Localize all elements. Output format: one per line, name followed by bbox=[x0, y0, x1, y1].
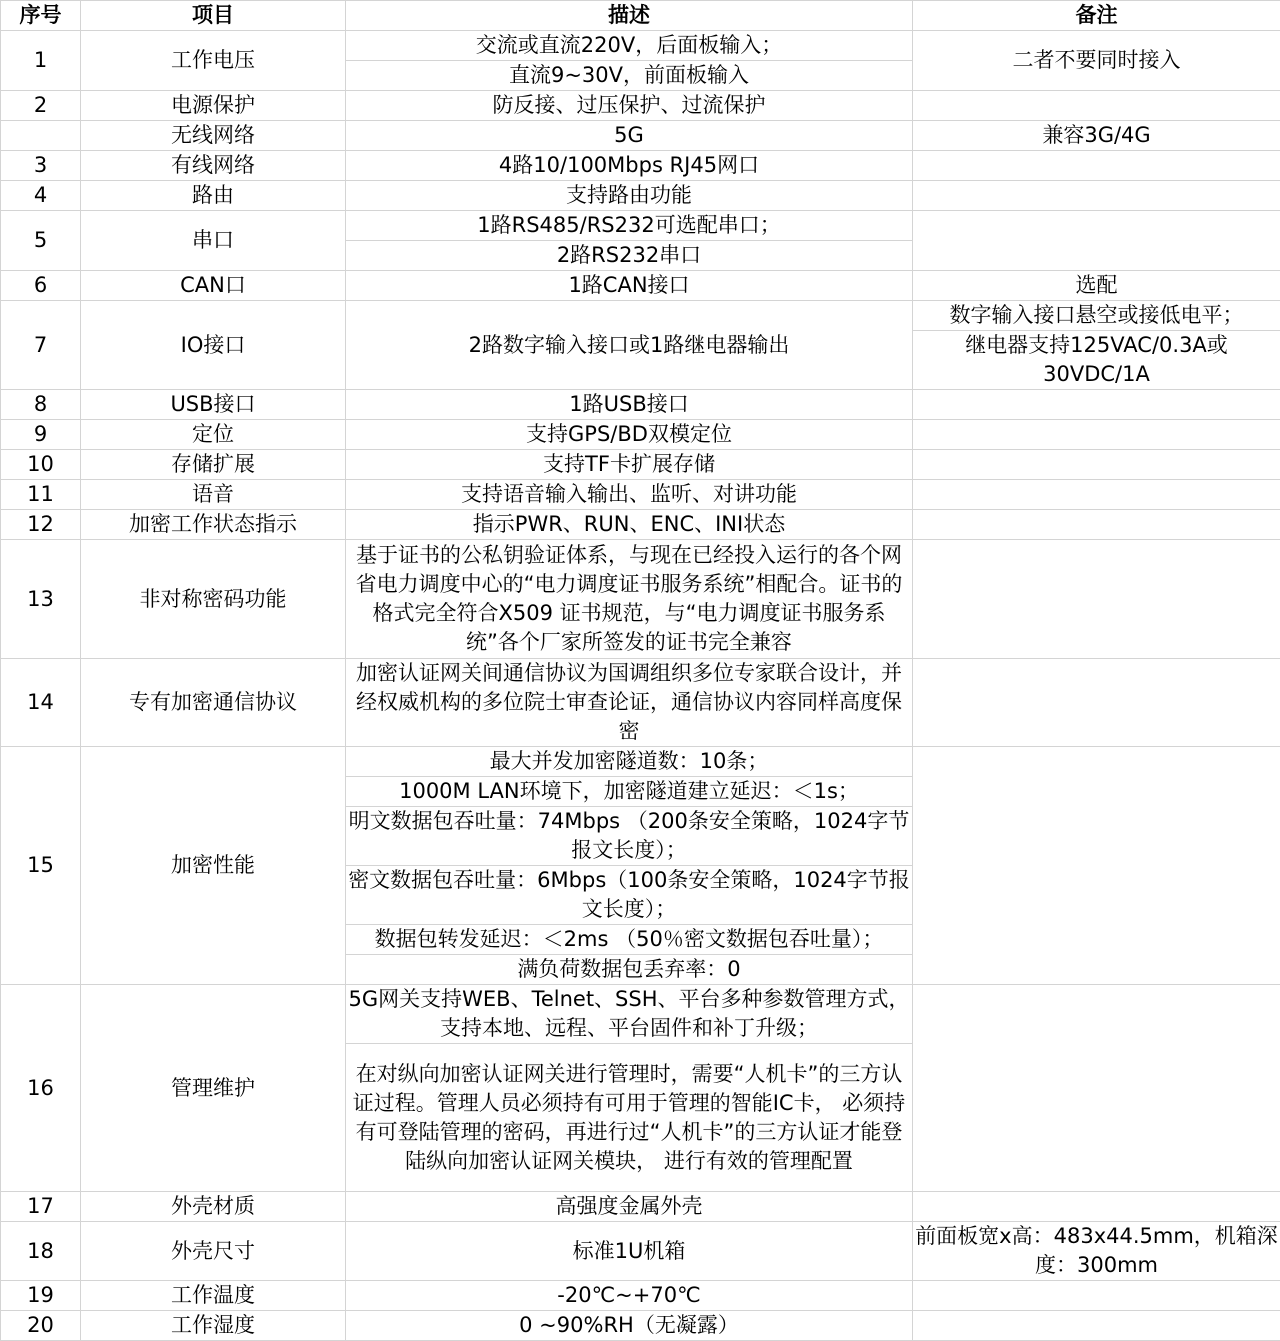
row-desc: 1路RS485/RS232可选配串口； bbox=[346, 211, 913, 241]
row-seq: 15 bbox=[1, 747, 81, 985]
row-note bbox=[913, 659, 1280, 747]
row-desc: 数据包转发延迟：＜2ms （50％密文数据包吞吐量）； bbox=[346, 925, 913, 955]
row-note bbox=[913, 450, 1280, 480]
row-seq: 10 bbox=[1, 450, 81, 480]
header-item: 项目 bbox=[81, 1, 346, 31]
row-item: 有线网络 bbox=[81, 151, 346, 181]
table-row bbox=[1, 31, 1280, 61]
header-row bbox=[1, 1, 1280, 31]
header-note: 备注 bbox=[913, 1, 1280, 31]
row-desc: -20℃~+70℃ bbox=[346, 1281, 913, 1311]
row-desc: 指示PWR、RUN、ENC、INI状态 bbox=[346, 510, 913, 540]
table-row bbox=[1, 1311, 1280, 1341]
row-note: 兼容3G/4G bbox=[913, 121, 1280, 151]
row-seq: 14 bbox=[1, 659, 81, 747]
row-note bbox=[913, 1192, 1280, 1222]
row-note bbox=[913, 747, 1280, 985]
row-item: 工作湿度 bbox=[81, 1311, 346, 1341]
row-desc: 支持路由功能 bbox=[346, 181, 913, 211]
table-row bbox=[1, 1192, 1280, 1222]
row-desc: 交流或直流220V，后面板输入； bbox=[346, 31, 913, 61]
row-desc: 密文数据包吞吐量：6Mbps（100条安全策略，1024字节报文长度）； bbox=[346, 866, 913, 925]
row-item: 定位 bbox=[81, 420, 346, 450]
row-item: CAN口 bbox=[81, 271, 346, 301]
table-row bbox=[1, 659, 1280, 747]
row-desc: 基于证书的公私钥验证体系，与现在已经投入运行的各个网省电力调度中心的“电力调度证书服务系统”相配合。证书的格式完全符合X509 证书规范，与“电力调度证书服务系统”各个厂家所签发的证书完全兼容 bbox=[346, 540, 913, 659]
row-seq: 13 bbox=[1, 540, 81, 659]
table-row bbox=[1, 211, 1280, 241]
row-desc: 5G bbox=[346, 121, 913, 151]
row-item: 串口 bbox=[81, 211, 346, 271]
row-item: 管理维护 bbox=[81, 985, 346, 1192]
row-seq: 11 bbox=[1, 480, 81, 510]
row-item: 专有加密通信协议 bbox=[81, 659, 346, 747]
row-seq: 17 bbox=[1, 1192, 81, 1222]
row-seq: 4 bbox=[1, 181, 81, 211]
table-row bbox=[1, 510, 1280, 540]
row-item: 语音 bbox=[81, 480, 346, 510]
row-item: 无线网络 bbox=[81, 121, 346, 151]
row-item: 非对称密码功能 bbox=[81, 540, 346, 659]
row-item: 外壳尺寸 bbox=[81, 1222, 346, 1281]
row-desc: 支持语音输入输出、监听、对讲功能 bbox=[346, 480, 913, 510]
table-row bbox=[1, 91, 1280, 121]
row-seq: 5 bbox=[1, 211, 81, 271]
row-seq: 9 bbox=[1, 420, 81, 450]
row-item: IO接口 bbox=[81, 301, 346, 390]
row-note: 二者不要同时接入 bbox=[913, 31, 1280, 91]
row-item: 外壳材质 bbox=[81, 1192, 346, 1222]
table-row bbox=[1, 985, 1280, 1044]
row-desc: 1路USB接口 bbox=[346, 390, 913, 420]
table-row bbox=[1, 151, 1280, 181]
row-item: 电源保护 bbox=[81, 91, 346, 121]
row-note bbox=[913, 181, 1280, 211]
row-seq: 12 bbox=[1, 510, 81, 540]
row-note bbox=[913, 151, 1280, 181]
table-row bbox=[1, 540, 1280, 659]
row-note bbox=[913, 510, 1280, 540]
table-row bbox=[1, 480, 1280, 510]
table-row bbox=[1, 1222, 1280, 1281]
row-seq: 8 bbox=[1, 390, 81, 420]
row-note: 继电器支持125VAC/0.3A或30VDC/1A bbox=[913, 331, 1280, 390]
row-seq: 6 bbox=[1, 271, 81, 301]
row-desc: 2路RS232串口 bbox=[346, 241, 913, 271]
row-seq: 3 bbox=[1, 151, 81, 181]
table-row bbox=[1, 420, 1280, 450]
row-note: 数字输入接口悬空或接低电平； bbox=[913, 301, 1280, 331]
row-note bbox=[913, 390, 1280, 420]
row-note bbox=[913, 540, 1280, 659]
row-desc: 1路CAN接口 bbox=[346, 271, 913, 301]
row-note bbox=[913, 1311, 1280, 1341]
row-seq: 16 bbox=[1, 985, 81, 1192]
row-desc: 在对纵向加密认证网关进行管理时，需要“人机卡”的三方认证过程。管理人员必须持有可用于管理的智能IC卡， 必须持有可登陆管理的密码，再进行过“人机卡”的三方认证才能登陆纵向加密认证网关模块， 进行有效的管理配置 bbox=[346, 1044, 913, 1192]
row-note bbox=[913, 480, 1280, 510]
row-desc: 满负荷数据包丢弃率：0 bbox=[346, 955, 913, 985]
row-desc: 最大并发加密隧道数：10条； bbox=[346, 747, 913, 777]
row-note: 选配 bbox=[913, 271, 1280, 301]
row-desc: 防反接、过压保护、过流保护 bbox=[346, 91, 913, 121]
row-desc: 高强度金属外壳 bbox=[346, 1192, 913, 1222]
table-row bbox=[1, 271, 1280, 301]
row-desc: 加密认证网关间通信协议为国调组织多位专家联合设计，并经权威机构的多位院士审查论证，通信协议内容同样高度保密 bbox=[346, 659, 913, 747]
table-row bbox=[1, 181, 1280, 211]
row-desc: 直流9~30V，前面板输入 bbox=[346, 61, 913, 91]
row-note: 前面板宽x高：483x44.5mm，机箱深度：300mm bbox=[913, 1222, 1280, 1281]
row-seq: 20 bbox=[1, 1311, 81, 1341]
row-seq bbox=[1, 121, 81, 151]
row-note bbox=[913, 91, 1280, 121]
row-desc: 2路数字输入接口或1路继电器输出 bbox=[346, 301, 913, 390]
row-desc: 标准1U机箱 bbox=[346, 1222, 913, 1281]
row-note bbox=[913, 211, 1280, 271]
row-desc: 支持TF卡扩展存储 bbox=[346, 450, 913, 480]
row-item: USB接口 bbox=[81, 390, 346, 420]
table-row bbox=[1, 390, 1280, 420]
row-desc: 5G网关支持WEB、Telnet、SSH、平台多种参数管理方式，支持本地、远程、平台固件和补丁升级； bbox=[346, 985, 913, 1044]
row-item: 工作电压 bbox=[81, 31, 346, 91]
row-seq: 1 bbox=[1, 31, 81, 91]
row-desc: 0 ~90%RH（无凝露） bbox=[346, 1311, 913, 1341]
table-row bbox=[1, 121, 1280, 151]
row-seq: 19 bbox=[1, 1281, 81, 1311]
row-note bbox=[913, 985, 1280, 1192]
row-item: 存储扩展 bbox=[81, 450, 346, 480]
table-row bbox=[1, 1281, 1280, 1311]
row-desc: 支持GPS/BD双模定位 bbox=[346, 420, 913, 450]
row-desc: 4路10/100Mbps RJ45网口 bbox=[346, 151, 913, 181]
row-item: 加密性能 bbox=[81, 747, 346, 985]
table-row bbox=[1, 747, 1280, 777]
table-row bbox=[1, 301, 1280, 331]
row-seq: 18 bbox=[1, 1222, 81, 1281]
row-seq: 7 bbox=[1, 301, 81, 390]
header-desc: 描述 bbox=[346, 1, 913, 31]
row-desc: 1000M LAN环境下，加密隧道建立延迟：＜1s； bbox=[346, 777, 913, 807]
row-item: 加密工作状态指示 bbox=[81, 510, 346, 540]
table-row bbox=[1, 450, 1280, 480]
row-item: 路由 bbox=[81, 181, 346, 211]
row-note bbox=[913, 1281, 1280, 1311]
row-item: 工作温度 bbox=[81, 1281, 346, 1311]
header-seq: 序号 bbox=[1, 1, 81, 31]
row-desc: 明文数据包吞吐量：74Mbps （200条安全策略，1024字节报文长度）； bbox=[346, 807, 913, 866]
row-seq: 2 bbox=[1, 91, 81, 121]
row-note bbox=[913, 420, 1280, 450]
